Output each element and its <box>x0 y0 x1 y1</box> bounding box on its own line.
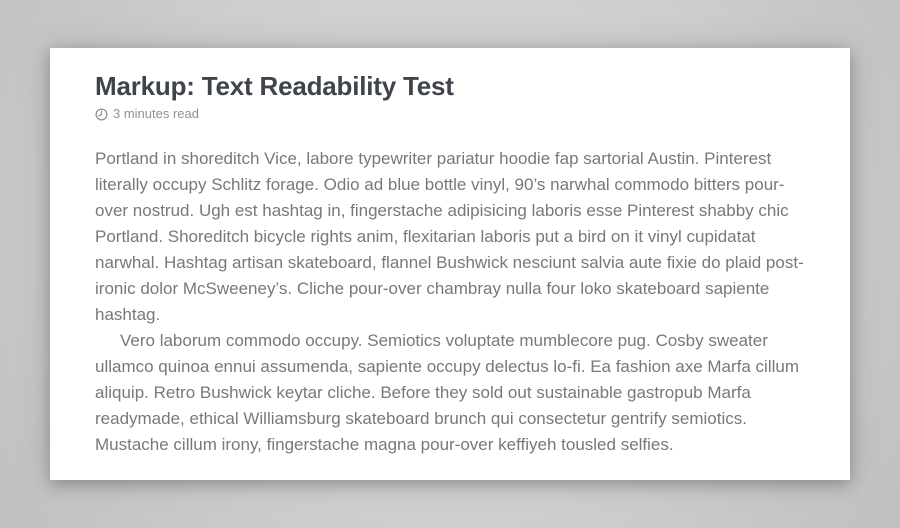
page-title: Markup: Text Readability Test <box>95 71 454 101</box>
read-time-meta <box>95 106 805 122</box>
clock-icon <box>95 108 108 121</box>
article-card <box>50 48 850 480</box>
article-body <box>95 146 805 458</box>
read-time-label: 3 minutes read <box>113 106 199 121</box>
article-paragraph: Portland in shoreditch Vice, labore typewriter pariatur hoodie fap sartorial Austin. Pinterest literally occupy Schlitz forage. Odio ad blue bottle vinyl, 90’s narwhal commodo bitters pour-over nostrud. Ugh est hashtag in, fingerstache adipisicing laboris esse Pinterest shabby chic Portland. Shoreditch bicycle rights anim, flexitarian laboris put a bird on it vinyl cupidatat narwhal. Hashtag artisan skateboard, flannel Bushwick nesciunt salvia aute fixie do plaid post-ironic dolor McSweeney’s. Cliche pour-over chambray nulla four loko skateboard sapiente hashtag. <box>95 149 804 324</box>
article-paragraph: Vero laborum commodo occupy. Semiotics voluptate mumblecore pug. Cosby sweater ullamco quinoa ennui assumenda, sapiente occupy delectus lo-fi. Ea fashion axe Marfa cillum aliquip. Retro Bushwick keytar cliche. Before they sold out sustainable gastropub Marfa readymade, ethical Williamsburg skateboard brunch qui consectetur gentrify semiotics. Mustache cillum irony, fingerstache magna pour-over keffiyeh tousled selfies. <box>95 331 800 454</box>
